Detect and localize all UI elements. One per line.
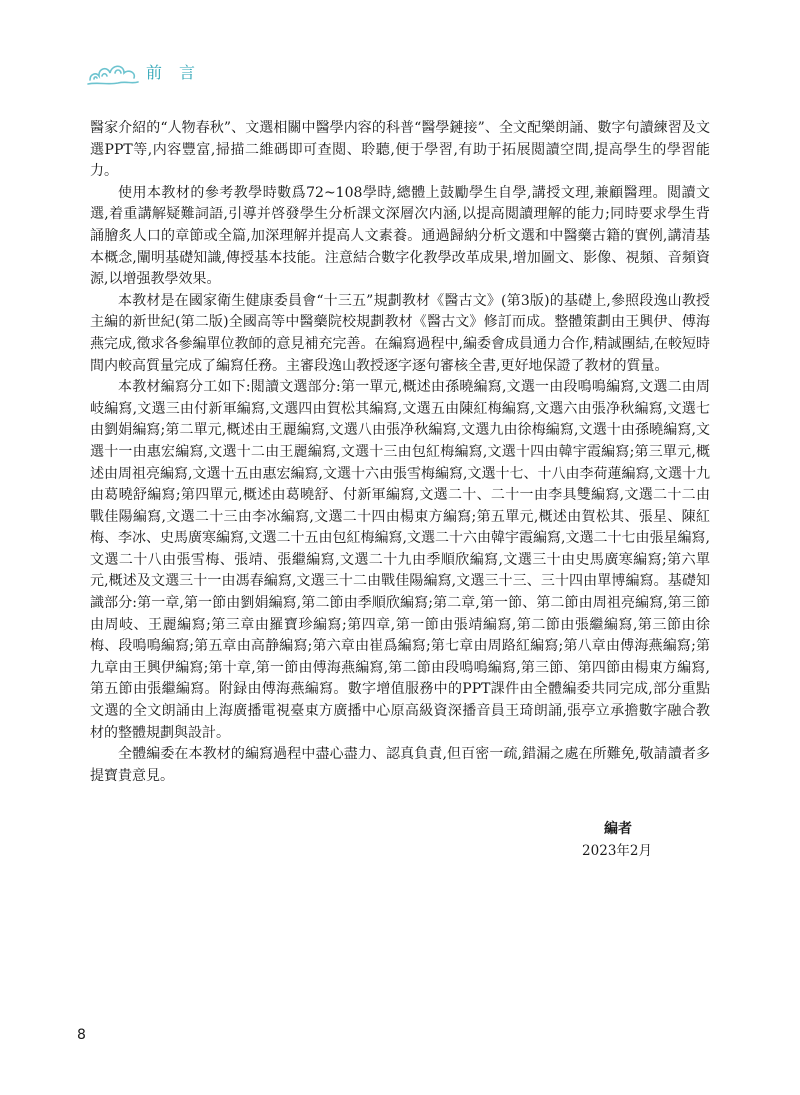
paragraph-2: 使用本教材的參考教學時數爲72~108學時,總體上鼓勵學生自學,講授文理,兼顧醫理。閲讀文選,着重講解疑難詞語,引導并啓發學生分析課文深層次内涵,以提高閲讀理解的能力;同時要求學生背誦膾炙人口的章節或全篇,加深理解并提高人文素養。通過歸納分析文選和中醫藥古籍的實例,講清基本概念,闡明基礎知識,傳授基本技能。注意結合數字化教學改革成果,增加圖文、影像、視頻、音頻資源,以增强教學效果。 xyxy=(90,184,710,288)
paragraph-5: 全體編委在本教材的編寫過程中盡心盡力、認真負責,但百密一疏,錯漏之處在所難免,敬請讀者多提寶貴意見。 xyxy=(90,746,710,784)
preface-body xyxy=(90,118,710,787)
chapter-header xyxy=(86,54,386,88)
paragraph-1: 醫家介紹的“人物春秋”、文選相關中醫學内容的科普“醫學鏈接”、全文配樂朗誦、數字句讀練習及文選PPT等,内容豐富,掃描二維碼即可查閲、聆聽,便于學習,有助于拓展閲讀空間,提高學生的學習能力。 xyxy=(90,120,710,180)
auspicious-cloud-icon xyxy=(86,54,140,88)
page-number: 8 xyxy=(77,1027,86,1043)
paragraph-4: 本教材編寫分工如下:閲讀文選部分:第一單元,概述由孫曉編寫,文選一由段鳴鳴編寫,文選二由周岐編寫,文選三由付新軍編寫,文選四由賀松其編寫,文選五由陳紅梅編寫,文選六由張净秋編寫,文選七由劉娟編寫;第二單元,概述由王麗編寫,文選八由張净秋編寫,文選九由徐梅編寫,文選十由孫曉編寫,文選十一由惠宏編寫,文選十二由王麗編寫,文選十三由包紅梅編寫,文選十四由韓宇霞編寫;第三單元,概述由周祖亮編寫,文選十五由惠宏編寫,文選十六由張雪梅編寫,文選十七、十八由李荷蓮編寫,文選十九由葛曉舒編寫;第四單元,概述由葛曉舒、付新軍編寫,文選二十、二十一由李具雙編寫,文選二十二由戰佳陽編寫,文選二十三由李冰編寫,文選二十四由楊東方編寫;第五單元,概述由賀松其、張星、陳紅梅、李冰、史馬廣寒編寫,文選二十五由包紅梅編寫,文選二十六由韓宇霞編寫,文選二十七由張星編寫,文選二十八由張雪梅、張靖、張繼編寫,文選二十九由季順欣編寫,文選三十由史馬廣寒編寫;第六單元,概述及文選三十一由馮春編寫,文選三十二由戰佳陽編寫,文選三十三、三十四由單博編寫。基礎知識部分:第一章,第一節由劉娟編寫,第二節由季順欣編寫;第二章,第一節、第二節由周祖亮編寫,第三節由周岐、王麗編寫;第三章由羅寶珍編寫;第四章,第一節由張靖編寫,第二節由張繼編寫,第三節由徐梅、段鳴鳴編寫;第五章由高静編寫;第六章由崔爲編寫;第七章由周路紅編寫;第八章由傅海燕編寫;第九章由王興伊編寫;第十章,第一節由傅海燕編寫,第二節由段鳴鳴編寫,第三節、第四節由楊東方編寫,第五節由張繼編寫。附録由傅海燕編寫。數字增值服務中的PPT課件由全體編委共同完成,部分重點文選的全文朗誦由上海廣播電視臺東方廣播中心原高級資深播音員王琦朗誦,張亭立承擔數字融合教材的整體規劃與設計。 xyxy=(90,379,710,741)
signature-block xyxy=(582,818,652,862)
paragraph-3: 本教材是在國家衛生健康委員會“十三五”規劃教材《醫古文》(第3版)的基礎上,參照段逸山教授主編的新世紀(第二版)全國高等中醫藥院校規劃教材《醫古文》修訂而成。整體策劃由王興伊、傅海燕完成,徵求各參編單位教師的意見補充完善。在編寫過程中,編委會成員通力合作,精誠團結,在較短時間内較高質量完成了編寫任務。主審段逸山教授逐字逐句審核全書,更好地保證了教材的質量。 xyxy=(90,292,710,374)
signature-date: 2023年2月 xyxy=(582,843,652,859)
chapter-title: 前言 xyxy=(146,63,213,82)
signature-label: 編者 xyxy=(604,821,632,837)
